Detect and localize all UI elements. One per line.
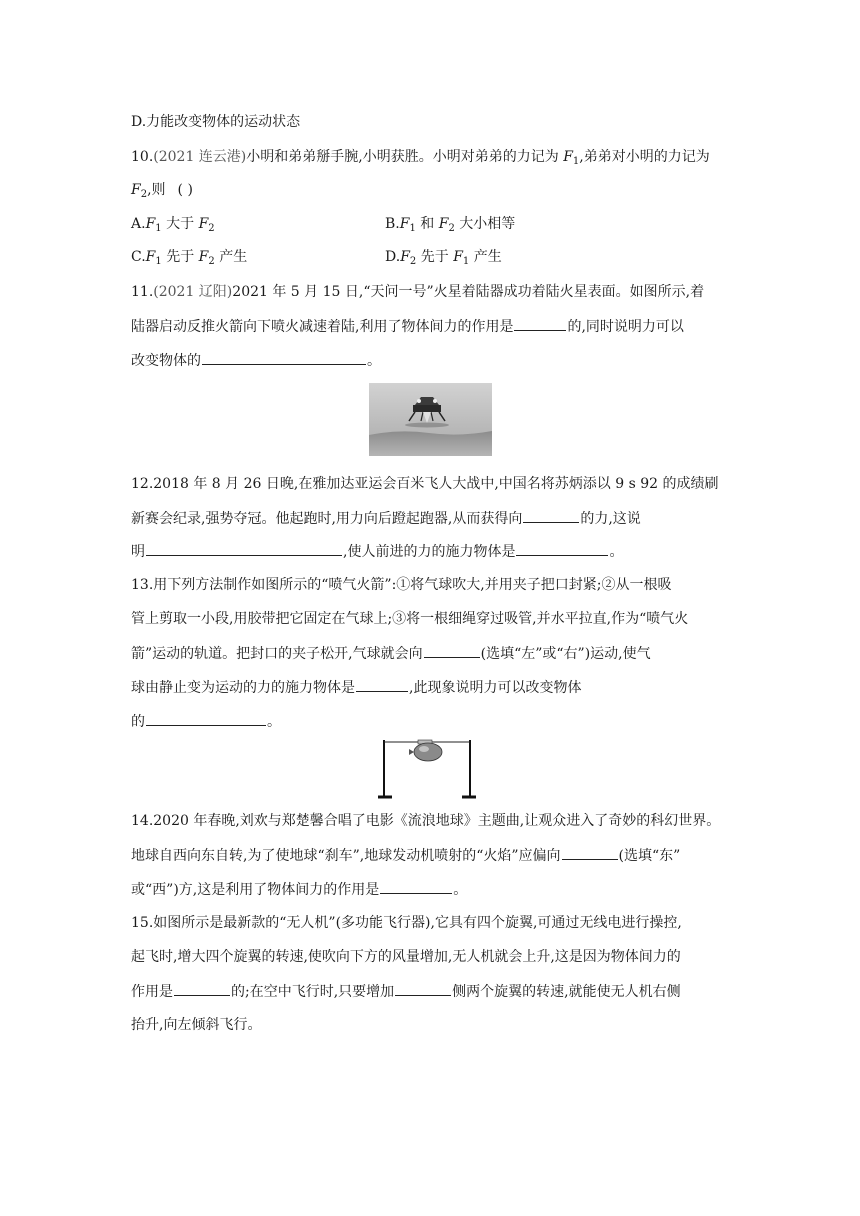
q12-text2a: 新赛会纪录,强势夺冠。他起跑时,用力向后蹬起跑器,从而获得向 xyxy=(131,511,523,527)
q10-f-symbol: F xyxy=(399,216,410,232)
q10-f-symbol: F xyxy=(145,249,156,265)
mars-lander-image xyxy=(369,383,492,456)
q10-subscript: 2 xyxy=(208,223,215,234)
q10-f-symbol: F xyxy=(131,182,141,198)
q13-line3 xyxy=(131,643,651,664)
q15-line3 xyxy=(131,981,681,1002)
q14-line2 xyxy=(131,845,680,866)
q13-line2: 管上剪取一小段,用胶带把它固定在气球上;③将一根细绳穿过吸管,并水平拉直,作为“喷气火 xyxy=(131,611,689,627)
q10-source: (2021 连云港) xyxy=(153,149,247,165)
q10-text3: ,则 xyxy=(147,182,166,198)
q13-blank2[interactable] xyxy=(356,677,408,692)
q10-text2: ,弟弟对小明的力记为 xyxy=(579,149,710,165)
q10-subscript: 1 xyxy=(409,223,416,234)
q10-option-d-post: 产生 xyxy=(469,249,502,265)
q10-subscript: 2 xyxy=(208,256,215,267)
q10-option-d-mid: 先于 xyxy=(416,249,454,265)
q11-text3a: 改变物体的 xyxy=(131,353,201,369)
q12-line1: 12.2018 年 8 月 26 日晚,在雅加达亚运会百米飞人大战中,中国名将苏炳添以 9 s 92 的成绩刷 xyxy=(131,476,719,492)
q10-f-symbol: F xyxy=(453,249,463,265)
q13-text4b: ,此现象说明力可以改变物体 xyxy=(409,680,582,696)
q10-option-c-post: 产生 xyxy=(214,249,248,265)
q14-text3a: 或“西”)方,这是利用了物体间力的作用是 xyxy=(131,882,380,898)
q13-text5b: 。 xyxy=(267,714,281,730)
q11-text1: 2021 年 5 月 15 日,“天问一号”火星着陆器成功着陆火星表面。如图所示,着 xyxy=(232,284,705,300)
q10-subscript: 1 xyxy=(155,223,162,234)
q10-option-d-label: D. xyxy=(385,249,401,265)
q14-blank2[interactable] xyxy=(380,879,452,894)
q15-text3b: 的;在空中飞行时,只要增加 xyxy=(231,984,395,1000)
q10-f-symbol: F xyxy=(438,216,449,232)
q11-text2b: 的,同时说明力可以 xyxy=(567,319,684,335)
q10-f-symbol: F xyxy=(198,249,209,265)
q10-option-c-label: C. xyxy=(131,249,146,265)
q13-line1: 13.用下列方法制作如图所示的“喷气火箭”:①将气球吹大,并用夹子把口封紧;②从一根吸 xyxy=(131,577,672,593)
q10-subscript: 2 xyxy=(448,223,455,234)
q10-option-b-label: B. xyxy=(385,216,400,232)
q10-answer-paren: ( ) xyxy=(177,182,193,198)
q12-text3a: 明 xyxy=(131,544,145,560)
q14-line1: 14.2020 年春晚,刘欢与郑楚馨合唱了电影《流浪地球》主题曲,让观众进入了奇妙的科幻世界。 xyxy=(131,813,721,829)
q10-subscript: 2 xyxy=(409,256,417,267)
q13-text3a: 箭”运动的轨道。把封口的夹子松开,气球就会向 xyxy=(131,646,423,662)
q12-blank1[interactable] xyxy=(523,508,579,523)
q13-text4a: 球由静止变为运动的力的施力物体是 xyxy=(131,680,355,696)
q13-text5a: 的 xyxy=(131,714,145,730)
q11-text3b: 。 xyxy=(367,353,381,369)
q10-option-b-mid: 和 xyxy=(415,216,439,232)
q10-f-symbol: F xyxy=(198,216,209,232)
q13-line5 xyxy=(131,711,281,732)
q10-subscript: 1 xyxy=(462,256,470,267)
q11-blank1[interactable] xyxy=(514,316,566,331)
q13-text3b: (选填“左”或“右”)运动,使气 xyxy=(480,646,651,662)
q13-line4 xyxy=(131,677,581,698)
q15-text3a: 作用是 xyxy=(131,984,173,1000)
q10-option-c[interactable] xyxy=(131,247,247,267)
q9-option-d: D.力能改变物体的运动状态 xyxy=(131,114,301,130)
balloon-rocket-diagram xyxy=(378,736,476,802)
q10-stem-line1 xyxy=(131,147,710,167)
q14-text2b: (选填“东” xyxy=(618,848,681,864)
q15-blank2[interactable] xyxy=(395,981,451,996)
q13-blank1[interactable] xyxy=(424,643,480,658)
q10-option-d[interactable] xyxy=(385,247,502,267)
q10-option-c-mid: 先于 xyxy=(161,249,199,265)
q11-text2a: 陆器启动反推火箭向下喷火减速着陆,利用了物体间力的作用是 xyxy=(131,319,514,335)
q14-blank1[interactable] xyxy=(562,845,618,860)
q10-option-a[interactable] xyxy=(131,214,215,234)
q15-line4: 抬升,向左倾斜飞行。 xyxy=(131,1017,262,1033)
q10-stem-line2 xyxy=(131,180,193,200)
q11-number: 11. xyxy=(131,284,154,300)
q11-line2 xyxy=(131,316,684,337)
q11-line3 xyxy=(131,350,381,371)
q10-subscript: 2 xyxy=(140,189,148,200)
q10-subscript: 1 xyxy=(572,156,580,167)
q10-number: 10. xyxy=(131,149,154,165)
q12-blank2[interactable] xyxy=(146,541,342,556)
q10-option-a-text: 大于 xyxy=(161,216,199,232)
q13-blank3[interactable] xyxy=(146,711,266,726)
q15-blank1[interactable] xyxy=(174,981,230,996)
q12-text2b: 的力,这说 xyxy=(580,511,641,527)
q10-f-symbol: F xyxy=(400,249,410,265)
q10-f-symbol: F xyxy=(563,149,573,165)
q11-line1 xyxy=(131,282,704,302)
q12-line3 xyxy=(131,541,623,562)
q14-text2a: 地球自西向东自转,为了使地球“刹车”,地球发动机喷射的“火焰”应偏向 xyxy=(131,848,561,864)
q10-subscript: 1 xyxy=(155,256,162,267)
q15-line1: 15.如图所示是最新款的“无人机”(多功能飞行器),它具有四个旋翼,可通过无线电进行操控, xyxy=(131,915,682,931)
q10-f-symbol: F xyxy=(145,216,156,232)
q14-text3b: 。 xyxy=(453,882,468,898)
q14-line3 xyxy=(131,879,467,900)
q12-line2 xyxy=(131,508,641,529)
q10-option-a-label: A. xyxy=(131,216,146,232)
q12-blank3[interactable] xyxy=(516,541,608,556)
q11-blank2[interactable] xyxy=(202,350,366,365)
q15-line2: 起飞时,增大四个旋翼的转速,使吹向下方的风量增加,无人机就会上升,这是因为物体间力的 xyxy=(131,949,681,965)
q10-option-b[interactable] xyxy=(385,214,515,234)
q12-text3c: 。 xyxy=(609,544,624,560)
q11-source: (2021 辽阳) xyxy=(153,284,233,300)
q10-text1: 小明和弟弟掰手腕,小明获胜。小明对弟弟的力记为 xyxy=(246,149,564,165)
q12-text3b: ,使人前进的力的施力物体是 xyxy=(343,544,516,560)
q10-option-b-post: 大小相等 xyxy=(454,216,516,232)
q15-text3c: 侧两个旋翼的转速,就能使无人机右侧 xyxy=(452,984,681,1000)
